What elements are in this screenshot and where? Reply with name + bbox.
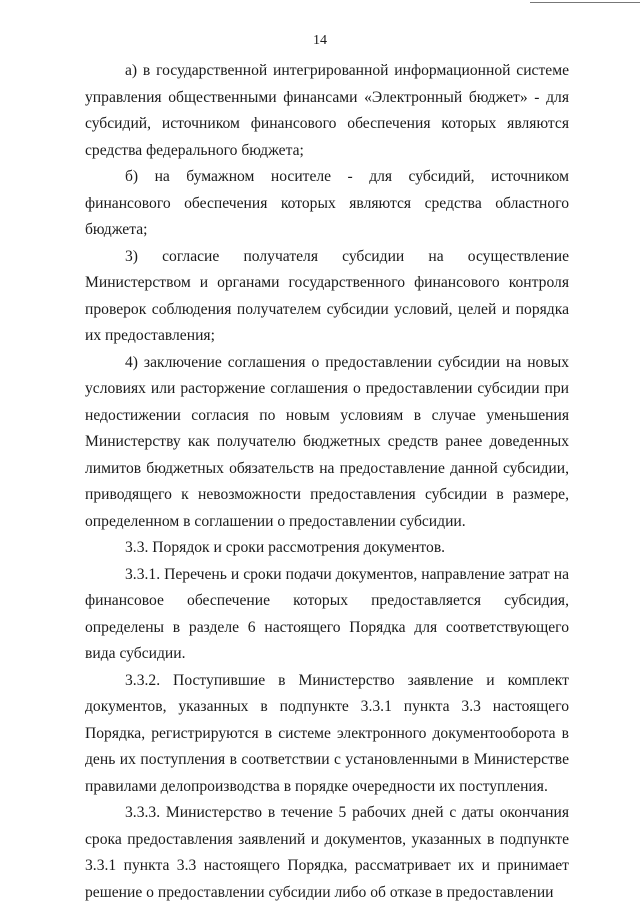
paragraph-b-paper-carrier: б) на бумажном носителе - для субсидий, источником финансового обеспечения которых являются средства областного бюджета; [85, 168, 569, 238]
paragraph-3-3-3: 3.3.3. Министерство в течение 5 рабочих дней с даты окончания срока предоставления заявлений и документов, указанных в подпункте 3.3.1 пункта 3.3 настоящего Порядка, рассматривает их и принимает решение о предоставлении субсидии либо об отказе в предоставлении [85, 804, 569, 901]
paragraph-3-3-1: 3.3.1. Перечень и сроки подачи документов, направление затрат на финансовое обеспечение которых предоставляется субсидия, определены в разделе 6 настоящего Порядка для соответствующего вида субсидии. [85, 565, 569, 662]
section-3-3-heading: 3.3. Порядок и сроки рассмотрения документов. [125, 539, 446, 556]
page-number: 14 [313, 33, 327, 48]
paragraph-3-consent: 3) согласие получателя субсидии на осуществление Министерством и органами государственного финансового контроля проверок соблюдения получателем субсидии условий, целей и порядка их предоставления; [85, 247, 569, 344]
top-edge-line [530, 2, 640, 3]
paragraph-a-electronic-budget: а) в государственной интегрированной информационной системе управления общественными финансами «Электронный бюджет» - для субсидий, источником финансового обеспечения которых являются средства федерального бюджета; [85, 62, 569, 159]
paragraph-3-3-2: 3.3.2. Поступившие в Министерство заявление и комплект документов, указанных в подпункте 3.3.1 пункта 3.3 настоящего Порядка, регистрируются в системе электронного документооборота в день их поступления в соответствии с установленными в Министерстве правилами делопроизводства в порядке очередности их поступления. [85, 671, 569, 795]
document-body [85, 58, 569, 906]
paragraph-4-agreement: 4) заключение соглашения о предоставлении субсидии на новых условиях или расторжение соглашения о предоставлении субсидии при недостижении согласия по новым условиям в случае уменьшения Министерству как получателю бюджетных средств ранее доведенных лимитов бюджетных обязательств на предоставление данной субсидии, приводящего к невозможности предоставления субсидии в размере, определенном в соглашении о предоставлении субсидии. [85, 353, 569, 530]
